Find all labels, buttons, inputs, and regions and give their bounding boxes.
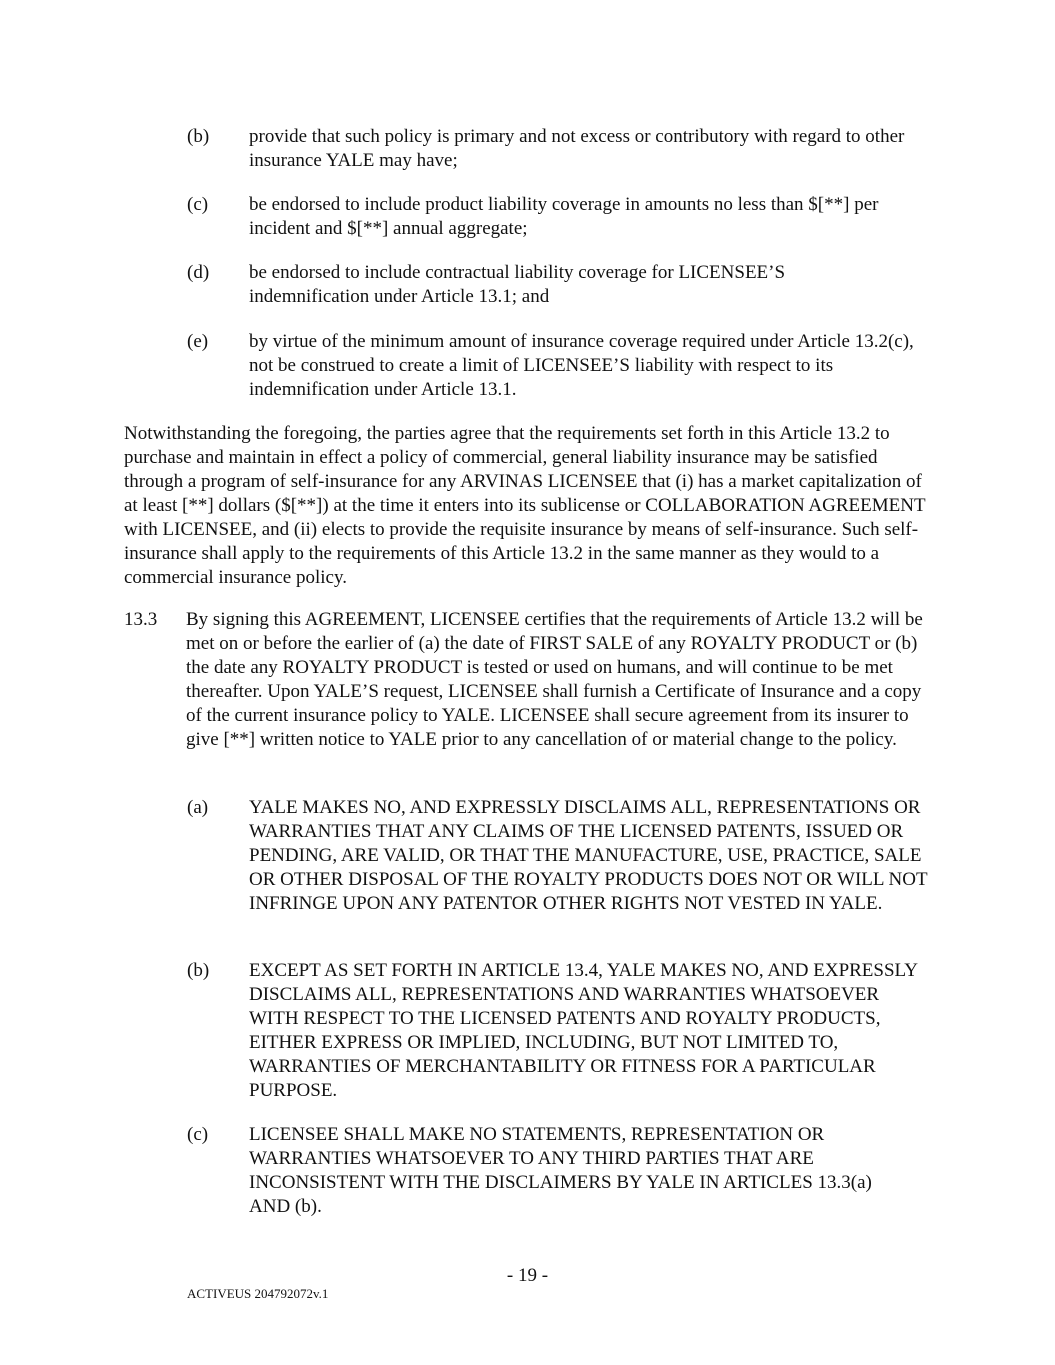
item-text: be endorsed to include contractual liability coverage for LICENSEE’S indemnification under Article 13.1; and xyxy=(249,262,786,307)
item-marker: (c) xyxy=(187,1124,209,1145)
item-marker: (b) xyxy=(187,960,210,981)
notwithstanding-paragraph: Notwithstanding the foregoing, the parties agree that the requirements set forth in this Article 13.2 to purchase and maintain in effect a policy of commercial, general liability insurance may be satisfied through a program of self-insurance for any ARVINAS LICENSEE that (i) has a market capitalization of at least [**] dollars ($[**]) at the time it enters into its sublicense or COLLABORATION AGREEMENT with LICENSEE, and (ii) elects to provide the requisite insurance by means of self-insurance. Such self-insurance shall apply to the requirements of this Article 13.2 in the same manner as they would to a commercial insurance policy. xyxy=(124,423,926,588)
item-marker: (c) xyxy=(187,194,209,215)
item-marker: (a) xyxy=(187,797,209,818)
section-number: 13.3 xyxy=(124,609,158,630)
section-text: By signing this AGREEMENT, LICENSEE certifies that the requirements of Article 13.2 will be met on or before the earlier of (a) the date of FIRST SALE of any ROYALTY PRODUCT or (b) the date any ROYALTY PRODUCT is tested or used on humans, and will continue to be met thereafter. Upon YALE’S request, LICENSEE shall furnish a Certificate of Insurance and a copy of the current insurance policy to YALE. LICENSEE shall secure agreement from its insurer to give [**] written notice to YALE prior to any cancellation of or material change to the policy. xyxy=(186,609,923,750)
item-text: YALE MAKES NO, AND EXPRESSLY DISCLAIMS ALL, REPRESENTATIONS OR WARRANTIES THAT ANY CLAIMS OF THE LICENSED PATENTS, ISSUED OR PENDING, ARE VALID, OR THAT THE MANUFACTURE, USE, PRACTICE, SALE OR OTHER DISPOSAL OF THE ROYALTY PRODUCTS DOES NOT OR WILL NOT INFRINGE UPON ANY PATENTOR OTHER RIGHTS NOT VESTED IN YALE. xyxy=(249,797,928,914)
item-marker: (d) xyxy=(187,262,210,283)
page-number: - 19 - xyxy=(506,1265,549,1286)
item-text: provide that such policy is primary and not excess or contributory with regard to other insurance YALE may have; xyxy=(249,126,905,171)
item-text: by virtue of the minimum amount of insurance coverage required under Article 13.2(c), not be construed to create a limit of LICENSEE’S liability with respect to its indemnification under Article 13.1. xyxy=(249,331,914,400)
item-marker: (e) xyxy=(187,331,209,352)
item-text: EXCEPT AS SET FORTH IN ARTICLE 13.4, YALE MAKES NO, AND EXPRESSLY DISCLAIMS ALL, REPRESENTATIONS AND WARRANTIES WHATSOEVER WITH RESPECT TO THE LICENSED PATENTS AND ROYALTY PRODUCTS, EITHER EXPRESS OR IMPLIED, INCLUDING, BUT NOT LIMITED TO, WARRANTIES OF MERCHANTABILITY OR FITNESS FOR A PARTICULAR PURPOSE. xyxy=(249,960,918,1101)
item-text: LICENSEE SHALL MAKE NO STATEMENTS, REPRESENTATION OR WARRANTIES WHATSOEVER TO ANY THIRD PARTIES THAT ARE INCONSISTENT WITH THE DISCLAIMERS BY YALE IN ARTICLES 13.3(a) AND (b). xyxy=(249,1124,872,1217)
item-marker: (b) xyxy=(187,126,210,147)
document-id: ACTIVEUS 204792072v.1 xyxy=(187,1286,329,1301)
item-text: be endorsed to include product liability coverage in amounts no less than $[**] per incident and $[**] annual aggregate; xyxy=(249,194,879,239)
